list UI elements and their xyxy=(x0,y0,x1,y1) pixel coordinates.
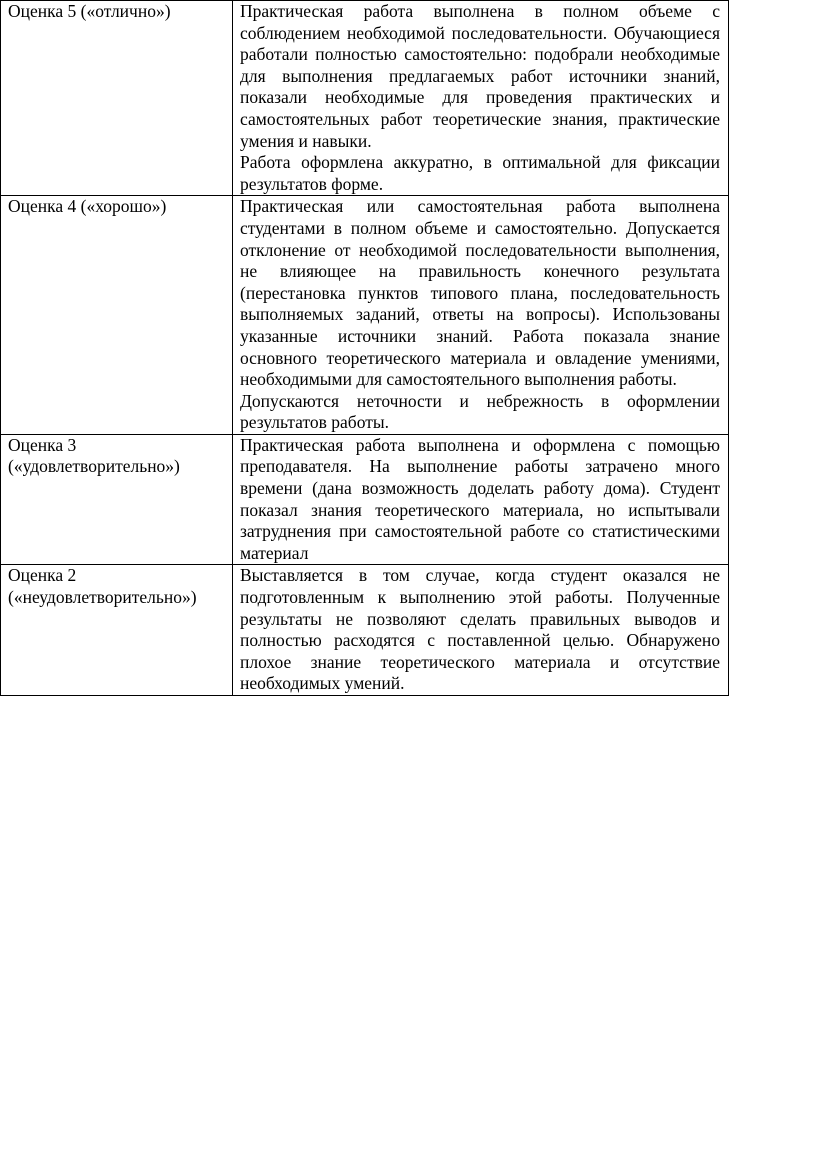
table-row-grade-2 xyxy=(1,565,729,696)
grade-cell xyxy=(1,196,233,435)
description-cell xyxy=(233,434,729,565)
table-row-grade-3 xyxy=(1,434,729,565)
grade-cell xyxy=(1,565,233,696)
grade-label: Оценка 3 («удовлетворительно») xyxy=(8,434,180,477)
grade-cell xyxy=(1,434,233,565)
grade-label: Оценка 5 («отлично») xyxy=(8,1,171,21)
description-cell xyxy=(233,565,729,696)
description-paragraph: Практическая работа выполнена и оформлена с помощью преподавателя. На выполнение работы затрачено много времени (дана возможность доделать работу дома). Студент показал знания теоретического материала, но испытывали затруднения при самостоятельной работе со статистическими материал xyxy=(240,434,720,563)
description-paragraph: Работа оформлена аккуратно, в оптимальной для фиксации результатов форме. xyxy=(240,152,720,194)
description-paragraph: Практическая или самостоятельная работа выполнена студентами в полном объеме и самостоятельно. Допускается отклонение от необходимой последовательности выполнения, не влияющее на правильность конечного результата (перестановка пунктов типового плана, последовательность выполняемых заданий, ответы на вопросы). Использованы указанные источники знаний. Работа показала знание основного теоретического материала и овладение умениями, необходимыми для самостоятельного выполнения работы. xyxy=(240,196,720,390)
description-paragraph: Практическая работа выполнена в полном объеме с соблюдением необходимой последовательности. Обучающиеся работали полностью самостоятельно: подобрали необходимые для выполнения предлагаемых работ источники знаний, показали необходимые для проведения практических и самостоятельных работ теоретические знания, практические умения и навыки. xyxy=(240,1,720,151)
table-row-grade-4 xyxy=(1,196,729,435)
description-cell xyxy=(233,196,729,435)
grade-cell xyxy=(1,1,233,196)
description-paragraph: Выставляется в том случае, когда студент оказался не подготовленным к выполнению этой работы. Полученные результаты не позволяют сделать правильных выводов и полностью расходятся с поставленной целью. Обнаружено плохое знание теоретического материала и отсутствие необходимых умений. xyxy=(240,565,720,694)
description-cell xyxy=(233,1,729,196)
grade-label: Оценка 4 («хорошо») xyxy=(8,196,167,217)
description-paragraph: Допускаются неточности и небрежность в оформлении результатов работы. xyxy=(240,390,720,433)
table-row-grade-5 xyxy=(1,1,729,196)
grade-label: Оценка 2 («неудовлетворительно») xyxy=(8,565,197,608)
